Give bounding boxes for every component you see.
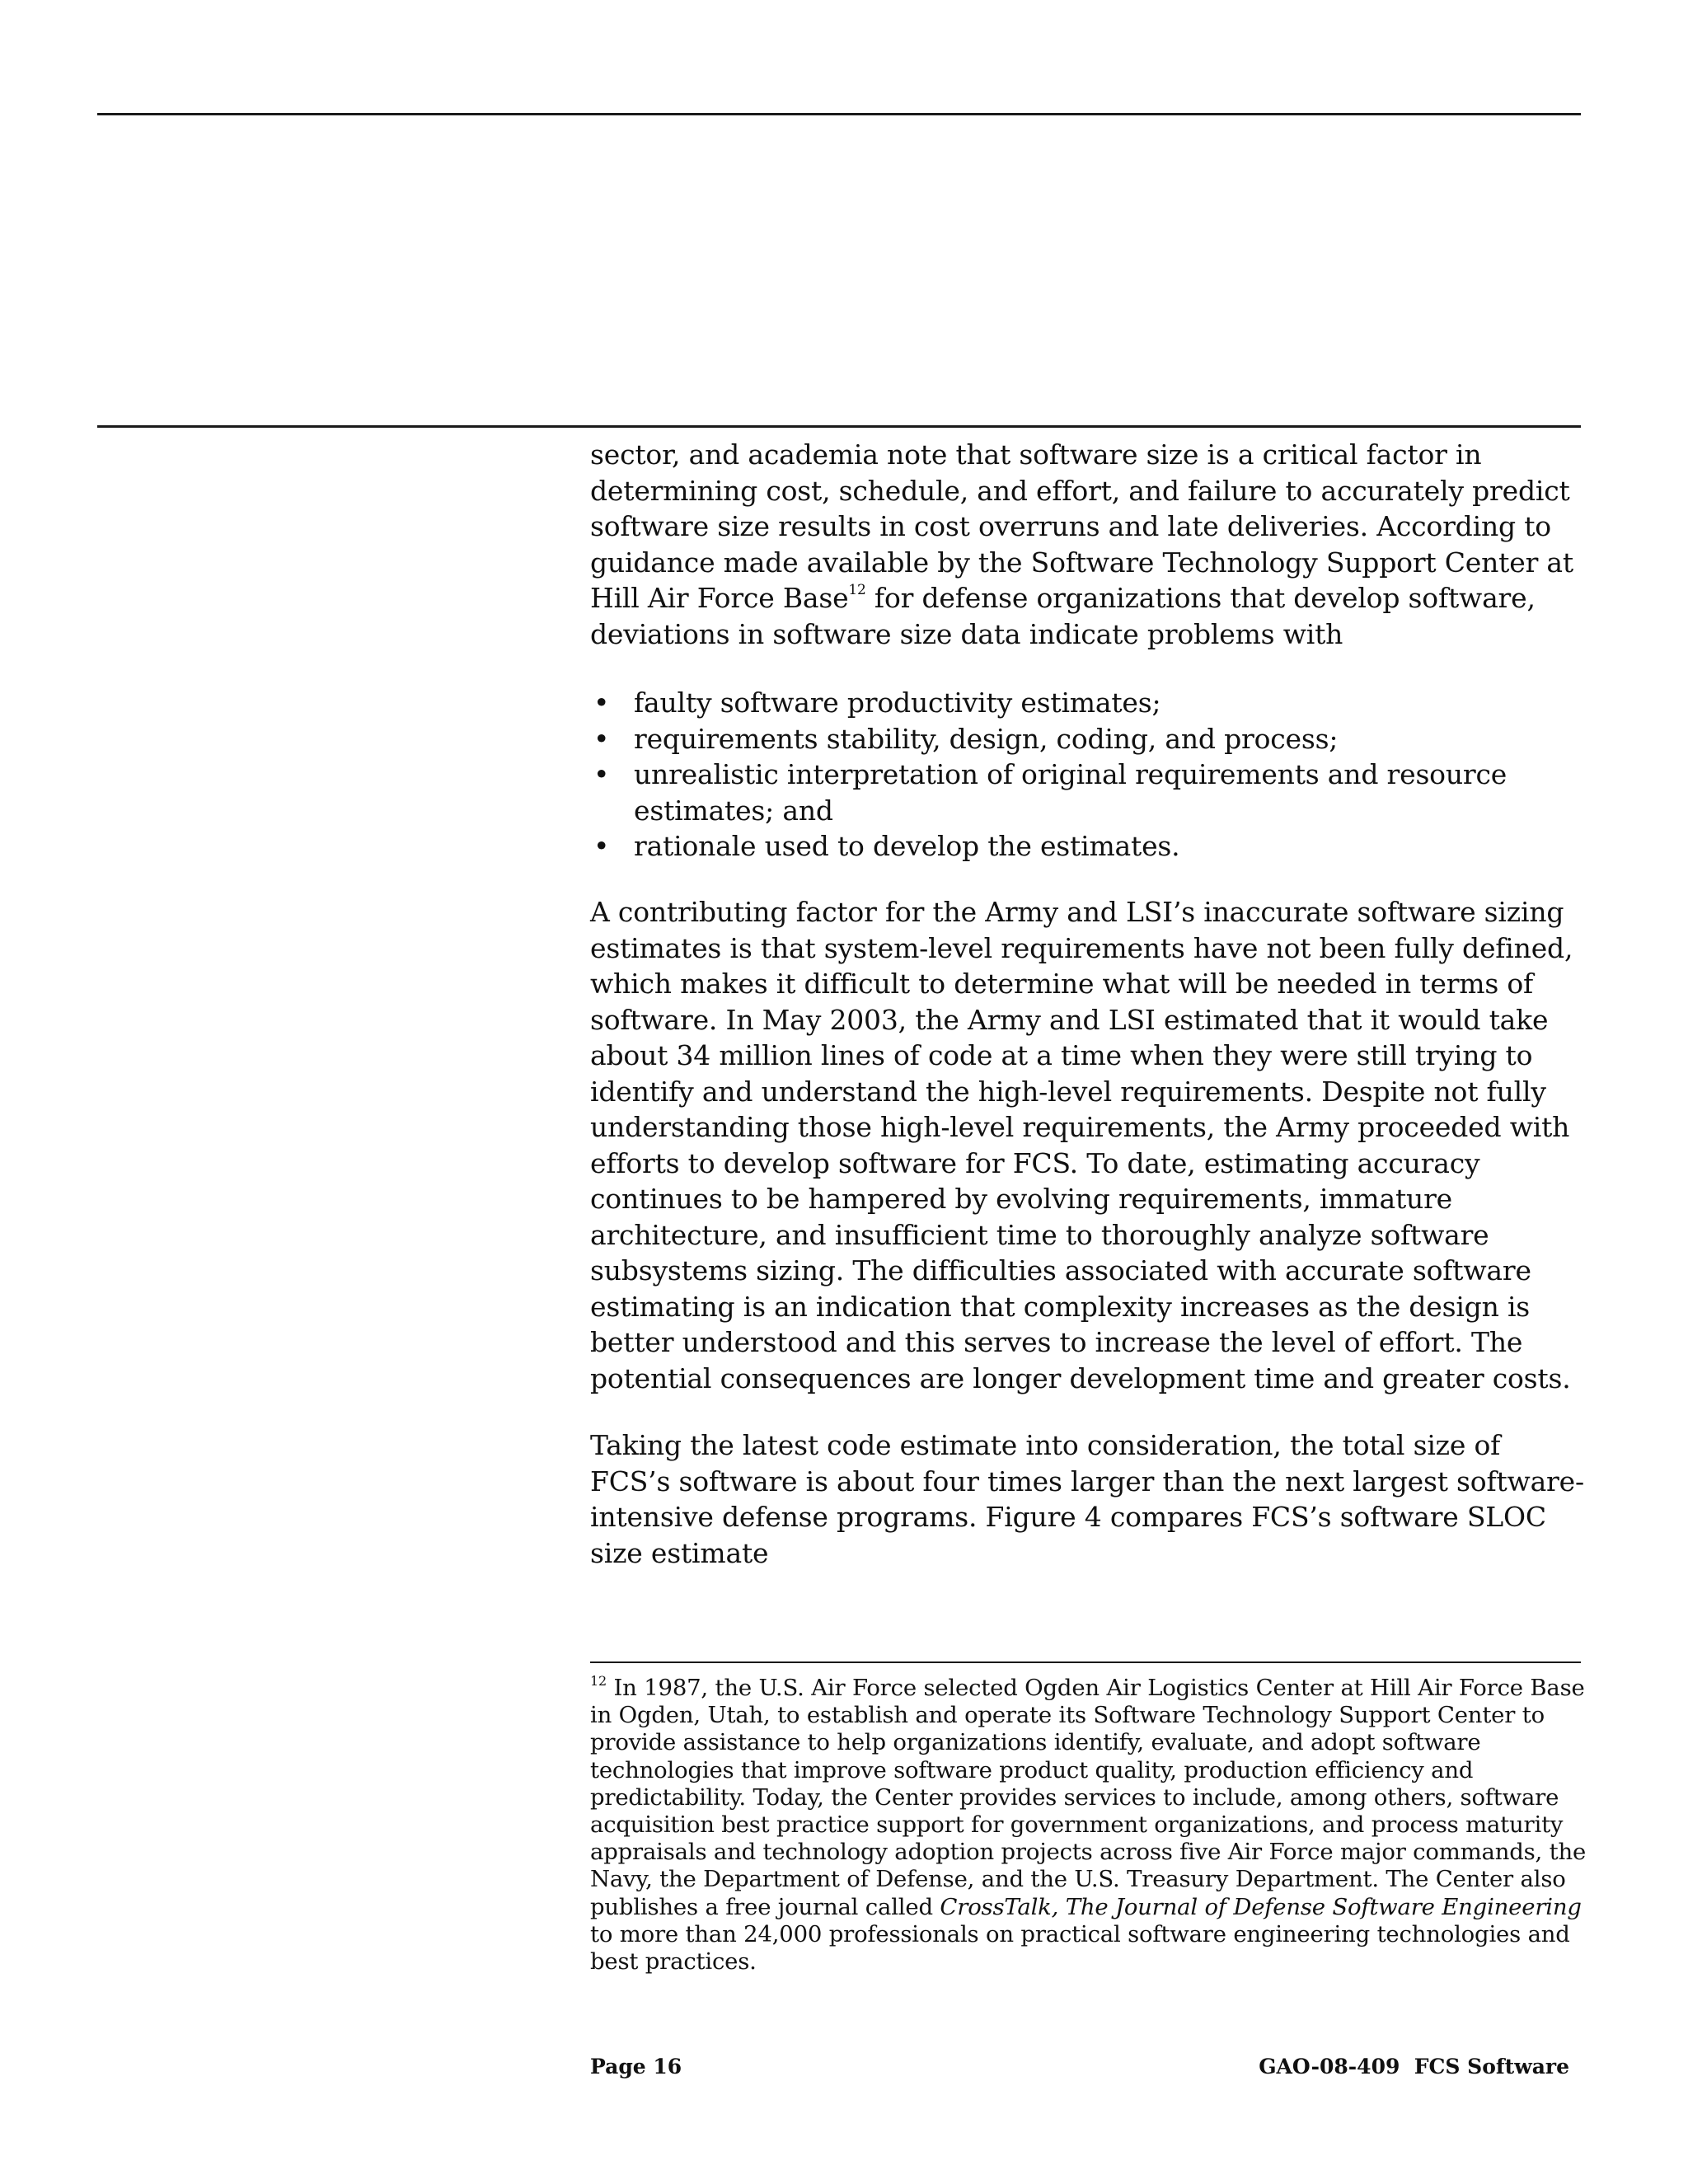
- body-paragraph-2: A contributing factor for the Army and LSI’s inaccurate software sizing estimates is that system-level requirements have not been fully defined, which makes it difficult to determine what will be needed in terms of software. In May 2003, the Army and LSI estimated that it would take about 34 million lines of code at a time when they were still trying to identify and understand the high-level requirements. Despite not fully understanding those high-level requirements, the Army proceeded with efforts to develop software for FCS. To date, estimating accuracy continues to be hampered by evolving requirements, immature architecture, and insufficient time to thoroughly analyze software subsystems sizing. The difficulties associated with accurate software estimating is an indication that complexity increases as the design is better understood and this serves to increase the level of effort. The potential consequences are longer development time and greater costs.: [590, 896, 1573, 1394]
- list-item: [590, 721, 1587, 757]
- problem-list: [590, 685, 1587, 865]
- footnote-reference: 12: [848, 582, 866, 598]
- footnote-number: 12: [590, 1673, 607, 1689]
- footnote-journal-title: CrossTalk, The Journal of Defense Software Engineering: [940, 1893, 1582, 1920]
- bullet-icon: •: [593, 722, 610, 755]
- footnote-rule: [590, 1661, 1581, 1663]
- list-item: [590, 757, 1587, 828]
- report-identifier: [1259, 2055, 1569, 2079]
- bullet-icon: •: [593, 758, 610, 790]
- footnote: [590, 1675, 1587, 1975]
- list-item-text: requirements stability, design, coding, and process;: [634, 722, 1339, 755]
- list-item-text: faulty software productivity estimates;: [634, 687, 1161, 719]
- body-paragraph-3: Taking the latest code estimate into consideration, the total size of FCS’s software is about four times larger than the next largest software-intensive defense programs. Figure 4 compares FCS’s software SLOC size estimate: [590, 1429, 1584, 1569]
- report-identifier-text: GAO-08-409 FCS Software: [1259, 2055, 1569, 2079]
- list-item: [590, 828, 1587, 865]
- header-rule-top: [97, 113, 1581, 115]
- page-number: Page 16: [590, 2055, 682, 2079]
- list-item-text: unrealistic interpretation of original requirements and resource estimates; and: [634, 758, 1507, 827]
- list-item: [590, 685, 1587, 721]
- list-item-text: rationale used to develop the estimates.: [634, 830, 1180, 862]
- paragraph-1-text-continued: for defense organizations that develop software, deviations in software size data indicate problems with: [590, 582, 1536, 650]
- footnote-text-continued: to more than 24,000 professionals on practical software engineering technologies and best practices.: [590, 1920, 1570, 1975]
- paragraph-1-text: sector, and academia note that software size is a critical factor in determining cost, schedule, and effort, and failure to accurately predict software size results in cost overruns and late deliveries. According to guidance made available by the Software Technology Support Center at Hill Air Force Base: [590, 438, 1573, 614]
- bullet-icon: •: [593, 687, 610, 719]
- header-rule-bottom: [97, 425, 1581, 428]
- body-paragraph-1: [590, 437, 1587, 652]
- footnote-text: In 1987, the U.S. Air Force selected Ogden Air Logistics Center at Hill Air Force Base in Ogden, Utah, to establish and operate its Software Technology Support Center to provide assistance to help organizations identify, evaluate, and adopt software technologies that improve software product quality, production efficiency and predictability. Today, the Center provides services to include, among others, software acquisition best practice support for government organizations, and process maturity appraisals and technology adoption projects across five Air Force major commands, the Navy, the Department of Defense, and the U.S. Treasury Department. The Center also publishes a free journal called: [590, 1675, 1587, 1920]
- bullet-icon: •: [593, 830, 610, 862]
